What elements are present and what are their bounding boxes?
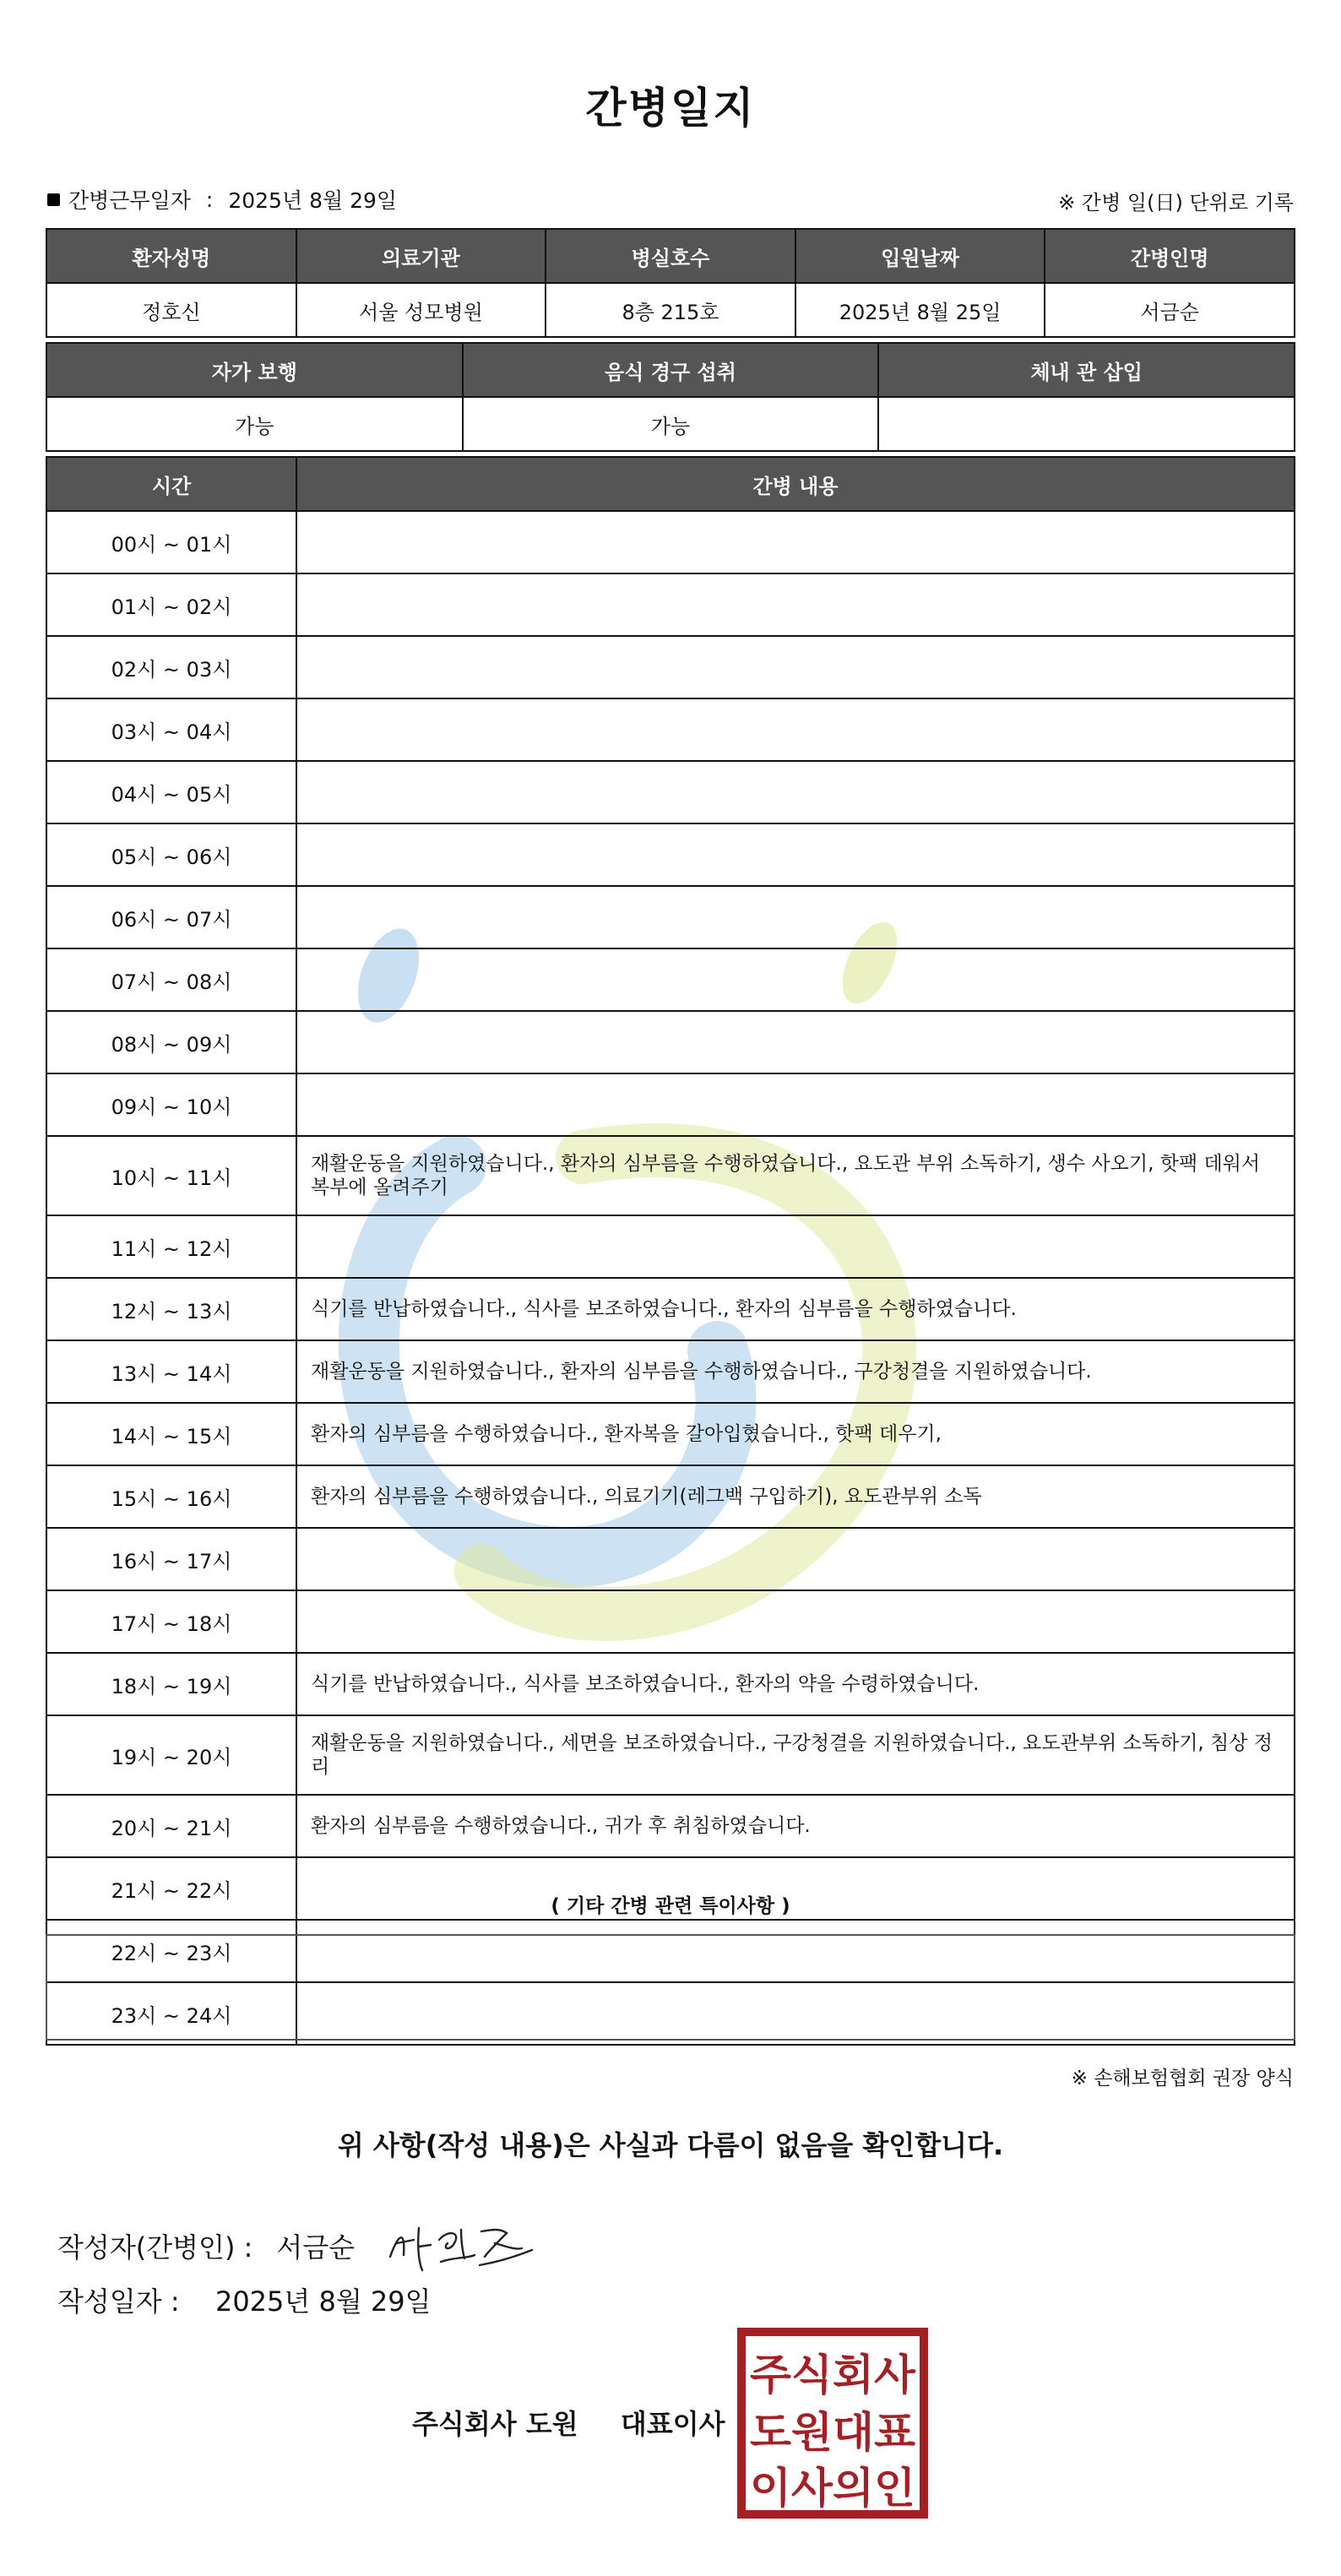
header-oral-intake: 음식 경구 섭취: [463, 343, 879, 397]
table-row: [46, 761, 1295, 823]
care-content-cell: 재활운동을 지원하였습니다., 환자의 심부름을 수행하였습니다., 구강청결을 지원하였습니다.: [296, 1340, 1295, 1403]
hospital-name: 서울 성모병원: [296, 283, 546, 337]
care-content-cell: [296, 698, 1295, 761]
time-cell: 19시 ~ 20시: [46, 1715, 296, 1795]
table-row: [46, 1011, 1295, 1073]
time-cell: 12시 ~ 13시: [46, 1278, 296, 1340]
write-date-row: [57, 2280, 432, 2319]
care-content-cell: [296, 1528, 1295, 1590]
time-cell: 14시 ~ 15시: [46, 1403, 296, 1465]
care-content-cell: [296, 573, 1295, 636]
admission-date: 2025년 8월 25일: [795, 283, 1045, 337]
status-value-row: [46, 397, 1295, 451]
patient-info-header-row: [46, 229, 1295, 283]
time-cell: 07시 ~ 08시: [46, 948, 296, 1011]
status-header-row: [46, 343, 1295, 397]
table-row: [46, 1403, 1295, 1465]
time-cell: 22시 ~ 23시: [46, 1920, 296, 1982]
care-content-cell: [296, 1011, 1295, 1073]
self-walking-value: 가능: [46, 397, 463, 451]
work-date-label: 간병근무일자: [68, 188, 191, 213]
table-row: [46, 636, 1295, 698]
table-row: [46, 698, 1295, 761]
time-cell: 17시 ~ 18시: [46, 1590, 296, 1653]
time-cell: 21시 ~ 22시: [46, 1857, 296, 1920]
care-content-cell: [296, 761, 1295, 823]
header-room: 병실호수: [546, 229, 795, 283]
tube-insertion-value: [878, 397, 1295, 451]
room-number: 8층 215호: [546, 283, 795, 337]
recommend-note: ※ 손해보험협회 권장 양식: [1071, 2068, 1294, 2090]
table-row: [46, 511, 1295, 573]
company-signature-line: [412, 2403, 725, 2442]
patient-name: 정호신: [46, 283, 296, 337]
table-row: [46, 1715, 1295, 1795]
patient-info-table: [46, 228, 1295, 338]
header-admission-date: 입원날짜: [795, 229, 1045, 283]
table-row: [46, 823, 1295, 886]
care-content-cell: 환자의 심부름을 수행하였습니다., 의료기기(레그백 구입하기), 요도관부위 소독: [296, 1465, 1295, 1528]
work-date-value: 2025년 8월 29일: [228, 188, 398, 213]
svg-text:이사의인: 이사의인: [750, 2464, 915, 2513]
time-cell: 02시 ~ 03시: [46, 636, 296, 698]
company-seal-stamp: [736, 2327, 929, 2519]
care-content-cell: 식기를 반납하였습니다., 식사를 보조하였습니다., 환자의 약을 수령하였습니다.: [296, 1653, 1295, 1715]
time-cell: 16시 ~ 17시: [46, 1528, 296, 1590]
time-cell: 13시 ~ 14시: [46, 1340, 296, 1403]
oral-intake-value: 가능: [463, 397, 879, 451]
confirm-statement: 위 사항(작성 내용)은 사실과 다름이 없음을 확인합니다.: [337, 2129, 1004, 2161]
header-tube-insertion: 체내 관 삽입: [878, 343, 1295, 397]
special-notes-title: ( 기타 간병 관련 특이사항 ): [551, 1895, 790, 1917]
table-row: [46, 1215, 1295, 1278]
care-content-cell: [296, 823, 1295, 886]
table-row: [46, 1590, 1295, 1653]
svg-text:도원대표: 도원대표: [750, 2408, 916, 2457]
header-hospital: 의료기관: [296, 229, 546, 283]
time-cell: 18시 ~ 19시: [46, 1653, 296, 1715]
time-cell: 15시 ~ 16시: [46, 1465, 296, 1528]
table-row: [46, 948, 1295, 1011]
time-cell: 09시 ~ 10시: [46, 1073, 296, 1136]
table-row: [46, 1136, 1295, 1215]
header-caregiver: 간병인명: [1045, 229, 1295, 283]
writer-row: [57, 2215, 540, 2277]
care-content-cell: [296, 636, 1295, 698]
table-row: [46, 1795, 1295, 1857]
header-time: 시간: [46, 457, 296, 511]
work-date-row: [47, 184, 397, 215]
table-row: [46, 1528, 1295, 1590]
special-notes-box: [46, 1934, 1295, 2041]
table-row: [46, 1465, 1295, 1528]
care-content-cell: [296, 886, 1295, 948]
page-title: 간병일지: [585, 84, 756, 133]
table-row: [46, 1340, 1295, 1403]
time-cell: 08시 ~ 09시: [46, 1011, 296, 1073]
svg-text:주식회사: 주식회사: [750, 2350, 916, 2399]
care-content-cell: [296, 1590, 1295, 1653]
time-cell: 20시 ~ 21시: [46, 1795, 296, 1857]
care-content-cell: [296, 511, 1295, 573]
company-role: 대표이사: [620, 2408, 725, 2440]
company-name: 주식회사 도원: [412, 2408, 578, 2440]
table-row: [46, 573, 1295, 636]
writer-label: 작성자(간병인) :: [57, 2231, 253, 2264]
patient-status-table: [46, 342, 1295, 452]
time-cell: 00시 ~ 01시: [46, 511, 296, 573]
care-content-cell: 재활운동을 지원하였습니다., 환자의 심부름을 수행하였습니다., 요도관 부위 소독하기, 생수 사오기, 핫팩 데워서 복부에 올려주기: [296, 1136, 1295, 1215]
table-row: [46, 1278, 1295, 1340]
signature-icon: [380, 2215, 540, 2277]
table-row: [46, 1653, 1295, 1715]
care-content-cell: 식기를 반납하였습니다., 식사를 보조하였습니다., 환자의 심부름을 수행하였습니다.: [296, 1278, 1295, 1340]
time-cell: 03시 ~ 04시: [46, 698, 296, 761]
header-patient-name: 환자성명: [46, 229, 296, 283]
time-cell: 01시 ~ 02시: [46, 573, 296, 636]
time-cell: 04시 ~ 05시: [46, 761, 296, 823]
care-content-cell: 재활운동을 지원하였습니다., 세면을 보조하였습니다., 구강청결을 지원하였습니다., 요도관부위 소독하기, 침상 정리: [296, 1715, 1295, 1795]
care-content-cell: [296, 948, 1295, 1011]
header-care-content: 간병 내용: [296, 457, 1295, 511]
unit-note: ※ 간병 일(日) 단위로 기록: [1058, 191, 1294, 215]
work-date-separator: :: [205, 187, 214, 212]
patient-info-value-row: [46, 283, 1295, 337]
time-cell: 06시 ~ 07시: [46, 886, 296, 948]
table-row: [46, 886, 1295, 948]
write-date-value: 2025년 8월 29일: [214, 2285, 432, 2318]
care-content-cell: 환자의 심부름을 수행하였습니다., 귀가 후 취침하였습니다.: [296, 1795, 1295, 1857]
time-cell: 10시 ~ 11시: [46, 1136, 296, 1215]
header-self-walking: 자가 보행: [46, 343, 463, 397]
care-log-table: [46, 456, 1295, 2046]
care-content-cell: [296, 1073, 1295, 1136]
time-cell: 11시 ~ 12시: [46, 1215, 296, 1278]
time-cell: 23시 ~ 24시: [46, 1982, 296, 2045]
care-content-cell: 환자의 심부름을 수행하였습니다., 환자복을 갈아입혔습니다., 핫팩 데우기,: [296, 1403, 1295, 1465]
bullet-square-icon: [47, 193, 60, 206]
write-date-label: 작성일자 :: [57, 2285, 180, 2318]
care-content-cell: [296, 1215, 1295, 1278]
time-cell: 05시 ~ 06시: [46, 823, 296, 886]
table-row: [46, 1073, 1295, 1136]
caregiver-name: 서금순: [1045, 283, 1295, 337]
care-log-header-row: [46, 457, 1295, 511]
writer-name: 서금순: [276, 2231, 356, 2264]
